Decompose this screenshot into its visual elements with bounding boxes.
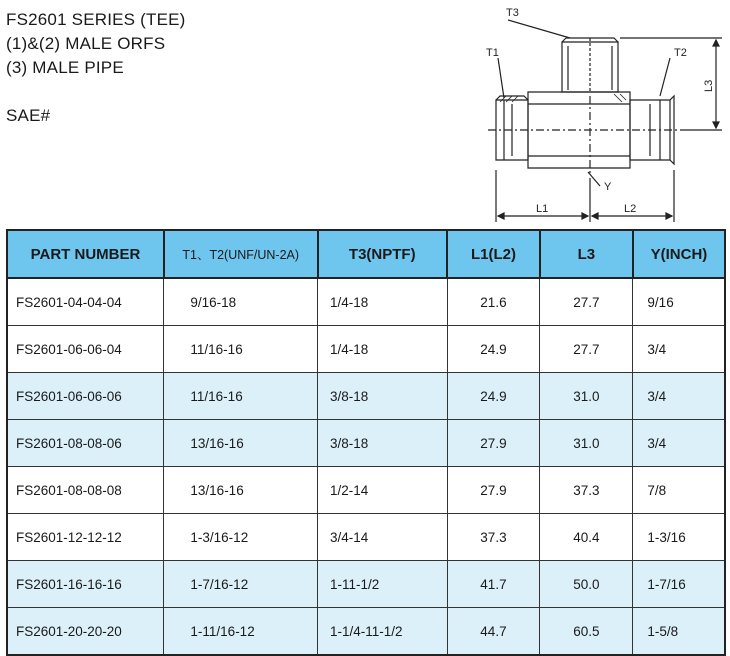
cell-t3: 1-11-1/2 [318, 561, 448, 608]
cell-l1-l2: 27.9 [447, 467, 540, 514]
tee-fitting-drawing [470, 0, 730, 228]
cell-t1-t2: 1-7/16-12 [164, 561, 318, 608]
cell-l3: 50.0 [540, 561, 633, 608]
cell-t3: 1/4-18 [318, 278, 448, 326]
table-row [7, 420, 725, 467]
label-l3: L3 [703, 79, 715, 92]
label-t1: T1 [486, 47, 499, 59]
label-t2: T2 [674, 47, 687, 59]
cell-t3: 3/8-18 [318, 420, 448, 467]
cell-t1-t2: 13/16-16 [164, 420, 318, 467]
cell-t1-t2: 11/16-16 [164, 373, 318, 420]
table-row [7, 561, 725, 608]
cell-l3: 31.0 [540, 420, 633, 467]
cell-t3: 1/4-18 [318, 326, 448, 373]
cell-l3: 37.3 [540, 467, 633, 514]
cell-l1-l2: 27.9 [447, 420, 540, 467]
cell-y-inch: 9/16 [633, 278, 725, 326]
sae-label: SAE# [6, 106, 51, 125]
cell-y-inch: 3/4 [633, 420, 725, 467]
header-y-inch: Y(INCH) [633, 230, 725, 278]
label-l2: L2 [624, 203, 637, 215]
label-y: Y [604, 181, 612, 193]
cell-t1-t2: 1-11/16-12 [164, 608, 318, 656]
male-pipe-line: (3) MALE PIPE [6, 58, 124, 77]
cell-l1-l2: 21.6 [447, 278, 540, 326]
cell-t3: 1-1/4-11-1/2 [318, 608, 448, 656]
cell-y-inch: 7/8 [633, 467, 725, 514]
cell-t1-t2: 9/16-18 [164, 278, 318, 326]
cell-t1-t2: 1-3/16-12 [164, 514, 318, 561]
cell-part-number: FS2601-12-12-12 [7, 514, 164, 561]
table-row [7, 326, 725, 373]
cell-y-inch: 1-7/16 [633, 561, 725, 608]
cell-l3: 60.5 [540, 608, 633, 656]
table-row [7, 467, 725, 514]
table-row [7, 608, 725, 656]
cell-t3: 1/2-14 [318, 467, 448, 514]
cell-t1-t2: 13/16-16 [164, 467, 318, 514]
cell-l1-l2: 37.3 [447, 514, 540, 561]
header-part-number: PART NUMBER [7, 230, 164, 278]
cell-part-number: FS2601-20-20-20 [7, 608, 164, 656]
cell-l3: 27.7 [540, 326, 633, 373]
cell-l3: 40.4 [540, 514, 633, 561]
cell-l1-l2: 24.9 [447, 326, 540, 373]
cell-part-number: FS2601-06-06-04 [7, 326, 164, 373]
table-header-row [7, 230, 725, 278]
cell-y-inch: 3/4 [633, 326, 725, 373]
table-row [7, 278, 725, 326]
header-l3: L3 [540, 230, 633, 278]
cell-l3: 27.7 [540, 278, 633, 326]
table-row [7, 514, 725, 561]
male-orfs-line: (1)&(2) MALE ORFS [6, 34, 166, 53]
header-l1-l2: L1(L2) [447, 230, 540, 278]
cell-y-inch: 3/4 [633, 373, 725, 420]
cell-part-number: FS2601-08-08-08 [7, 467, 164, 514]
cell-l1-l2: 44.7 [447, 608, 540, 656]
cell-part-number: FS2601-08-08-06 [7, 420, 164, 467]
label-t3: T3 [506, 7, 519, 19]
cell-part-number: FS2601-04-04-04 [7, 278, 164, 326]
cell-t1-t2: 11/16-16 [164, 326, 318, 373]
cell-y-inch: 1-3/16 [633, 514, 725, 561]
cell-t3: 3/4-14 [318, 514, 448, 561]
header-t1-t2: T1、T2(UNF/UN-2A) [164, 230, 318, 278]
cell-part-number: FS2601-16-16-16 [7, 561, 164, 608]
cell-l1-l2: 24.9 [447, 373, 540, 420]
cell-part-number: FS2601-06-06-06 [7, 373, 164, 420]
cell-l1-l2: 41.7 [447, 561, 540, 608]
series-title: FS2601 SERIES (TEE) [6, 10, 186, 29]
spec-table [6, 229, 726, 656]
cell-y-inch: 1-5/8 [633, 608, 725, 656]
header-t3: T3(NPTF) [318, 230, 448, 278]
table-row [7, 373, 725, 420]
cell-t3: 3/8-18 [318, 373, 448, 420]
cell-l3: 31.0 [540, 373, 633, 420]
header-block [6, 8, 186, 128]
label-l1: L1 [536, 203, 549, 215]
